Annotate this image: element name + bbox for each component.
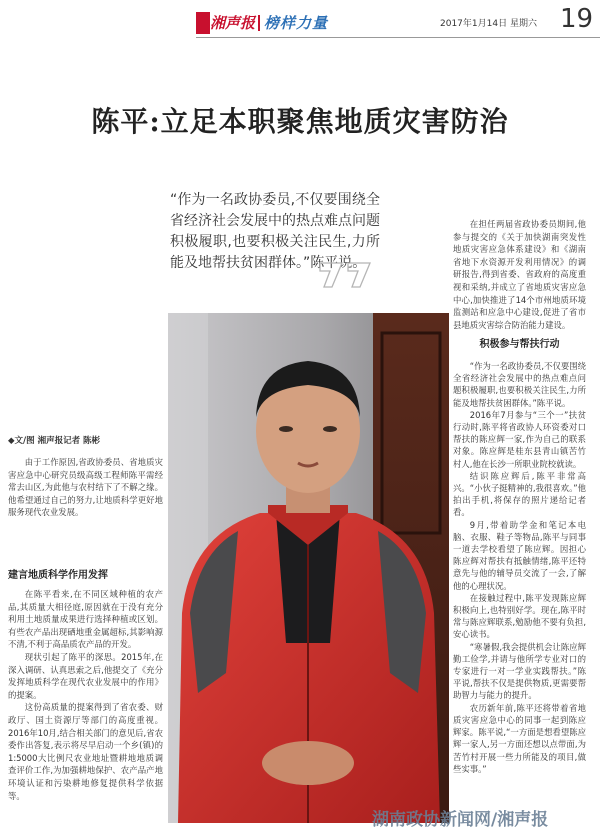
paragraph: 结识陈应辉后,陈平非常高兴。“小伙子挺精神的,我很喜欢。”他拍出手机,将保存的照片递给记者看。 bbox=[453, 470, 586, 518]
section-name: 榜样力量 bbox=[264, 14, 329, 32]
quote-mark-icon bbox=[316, 257, 376, 291]
paragraph: 农历新年前,陈平还将带着省地质灾害应急中心的同事一起到陈应辉家。陈平说,“一方面是想看望陈应辉一家人,另一方面还想以点带面,为苦竹村开展一些力所能及的项目,做些实事。” bbox=[453, 702, 586, 774]
header-rule bbox=[196, 37, 600, 38]
paragraph: 在担任两届省政协委员期间,他参与提交的《关于加快湖南突发性地质灾害应急体系建设》和《湖南省地下水资源开发利用情况》的调研报告,得到省委、省政府的高度重视和采纳,并成立了省地质灾害应急中心,加快推进了14个市州地质环境监测站和应急中心建设,促进了省市县地质灾害综合防治能力建设。 bbox=[453, 219, 586, 330]
brand-color-block bbox=[196, 12, 210, 34]
byline: ◆文/图 湘声报记者 陈彬 bbox=[8, 436, 101, 446]
subheading-geology: 建言地质科学作用发挥 bbox=[8, 570, 108, 581]
article-headline: 陈平:立足本职聚焦地质灾害防治 bbox=[91, 105, 509, 138]
left-column-body bbox=[8, 588, 163, 802]
paragraph: 在接触过程中,陈平发现陈应辉积极向上,也特别好学。现在,陈平时常与陈应辉联系,勉励他不要有负担,安心读书。 bbox=[453, 592, 586, 640]
paragraph: “寒暑假,我会提供机会让陈应辉勤工俭学,并请与他所学专业对口的专家进行一对一学业实践帮扶。”陈平说,帮扶不仅是提供物质,更需要帮助智力与能力的提升。 bbox=[453, 641, 586, 701]
intro-paragraph bbox=[8, 456, 163, 519]
portrait-image bbox=[168, 313, 449, 823]
newspaper-name: 湘声报 bbox=[210, 14, 256, 32]
header-divider bbox=[258, 15, 260, 31]
watermark: 湖南政协新闻网/湘声报 bbox=[372, 810, 549, 830]
right-column-body bbox=[453, 360, 586, 775]
portrait-photo bbox=[168, 313, 449, 823]
paragraph: 这份高质量的提案得到了省农委、财政厅、国土资源厅等部门的高度重视。2016年10月,结合相关部门的意见后,省农委作出答复,表示将尽早启动一个乡(镇)的1:5000大比例尺农业地址暨耕地地质调查评价工作,为加强耕地保护、农产品产地环境认证和污染耕地修复提供科学依据等。 bbox=[8, 702, 163, 801]
paragraph: 现状引起了陈平的深思。2015年,在深入调研、认真思索之后,他提交了《充分发挥地质科学在现代农业发展中的作用》的提案。 bbox=[8, 651, 163, 700]
paragraph: 由于工作原因,省政协委员、省地质灾害应急中心研究员级高级工程师陈平需经常去山区,为此他与农村结下了不解之缘。他希望通过自己的努力,让地质科学更好地服务现代农业发展。 bbox=[8, 457, 163, 518]
paragraph: 2016年7月参与“三个一”扶贫行动时,陈平将省政协人环资委对口帮扶的陈应辉一家,作为自己的联系对象。陈应辉是桂东县青山镇苦竹村人,他在长沙一所职业院校就读。 bbox=[453, 409, 586, 469]
subheading-help: 积极参与帮扶行动 bbox=[479, 339, 560, 350]
paragraph: 在陈平看来,在不同区域种植的农产品,其质量大相径庭,原因就在于没有充分利用土地质量成果进行选择种植或区划。有些农产品出现硒地重金属超标,其影响源不清,不利于高品质农产品的开发。 bbox=[8, 589, 163, 650]
paragraph: “作为一名政协委员,不仅要围绕全省经济社会发展中的热点难点问题积极履职,也要积极关注民生,力所能及地帮扶贫困群体。”陈平说。 bbox=[453, 361, 586, 408]
page-number: 19 bbox=[560, 4, 594, 34]
pull-quote: “作为一名政协委员,不仅要围绕全省经济社会发展中的热点难点问题积极履职,也要积极关注民生,力所能及地帮扶贫困群体。”陈平说。 bbox=[170, 192, 380, 271]
issue-date: 2017年1月14日 星期六 bbox=[440, 19, 537, 29]
paragraph: 9月,带着助学金和笔记本电脑、衣服、鞋子等物品,陈平与同事一道去学校看望了陈应辉。因担心陈应辉对帮扶有抵触情绪,陈平还特意先与他的辅导员交流了一会,了解他的心理状况。 bbox=[453, 519, 586, 591]
right-column-top bbox=[453, 218, 586, 331]
